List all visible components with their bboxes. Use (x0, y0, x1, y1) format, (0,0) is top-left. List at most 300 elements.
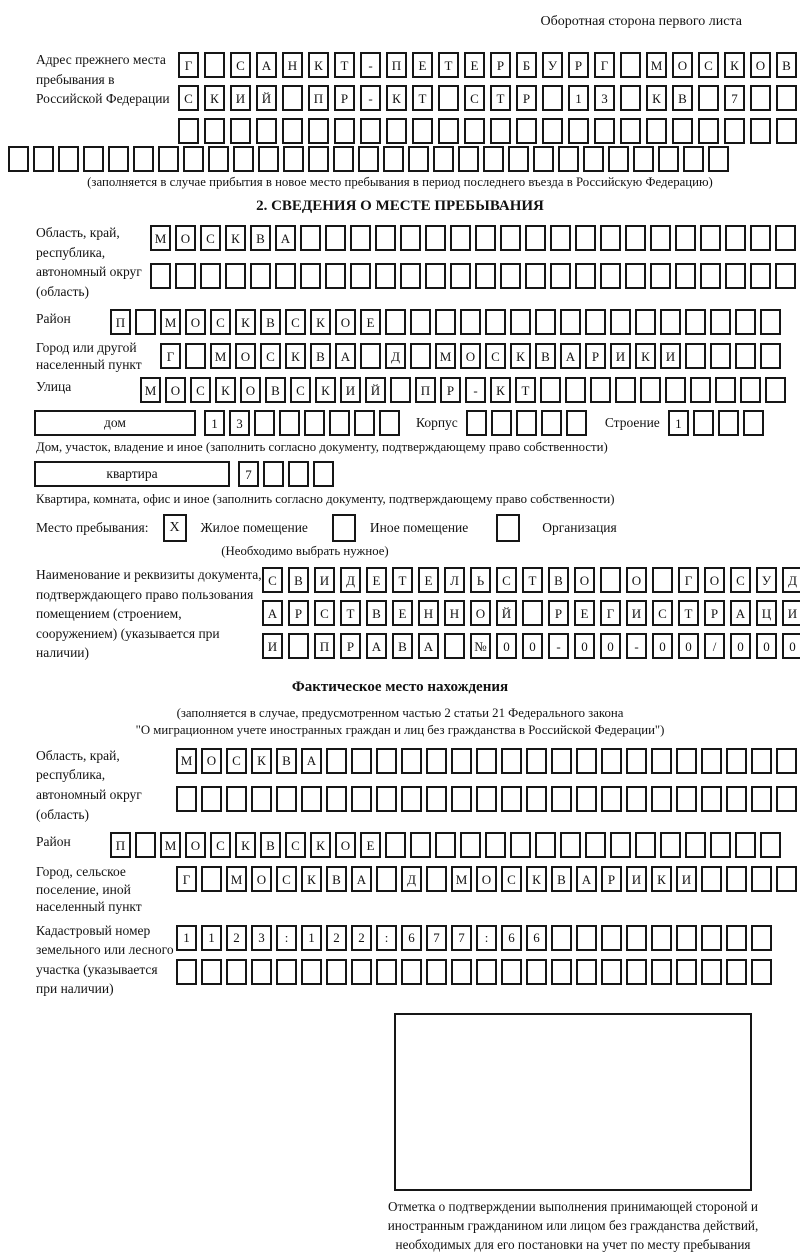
char-box[interactable] (516, 410, 537, 436)
char-box[interactable] (282, 118, 303, 144)
char-box[interactable] (601, 748, 622, 774)
char-box[interactable]: У (756, 567, 777, 593)
char-box[interactable]: 0 (496, 633, 517, 659)
char-box[interactable]: С (698, 52, 719, 78)
char-box[interactable] (685, 309, 706, 335)
char-box[interactable] (576, 786, 597, 812)
char-box[interactable] (676, 748, 697, 774)
char-box[interactable] (620, 52, 641, 78)
char-box[interactable]: О (165, 377, 186, 403)
char-box[interactable]: В (288, 567, 309, 593)
char-box[interactable]: 7 (724, 85, 745, 111)
char-box[interactable]: Г (178, 52, 199, 78)
char-box[interactable] (351, 786, 372, 812)
char-box[interactable] (751, 959, 772, 985)
char-box[interactable]: С (285, 832, 306, 858)
char-box[interactable]: 0 (730, 633, 751, 659)
char-box[interactable]: С (190, 377, 211, 403)
char-box[interactable]: К (235, 309, 256, 335)
char-box[interactable]: М (176, 748, 197, 774)
char-box[interactable] (743, 410, 764, 436)
char-box[interactable] (476, 748, 497, 774)
char-box[interactable]: А (366, 633, 387, 659)
char-box[interactable]: К (310, 832, 331, 858)
char-box[interactable]: Д (782, 567, 800, 593)
char-box[interactable] (610, 832, 631, 858)
char-box[interactable]: 1 (204, 410, 225, 436)
char-box[interactable] (325, 225, 346, 251)
char-box[interactable] (776, 786, 797, 812)
char-box[interactable]: В (310, 343, 331, 369)
char-box[interactable] (726, 786, 747, 812)
char-box[interactable]: М (210, 343, 231, 369)
char-box[interactable] (158, 146, 179, 172)
char-box[interactable]: О (201, 748, 222, 774)
char-box[interactable] (375, 263, 396, 289)
char-box[interactable] (558, 146, 579, 172)
char-box[interactable] (251, 959, 272, 985)
char-box[interactable] (516, 118, 537, 144)
checkbox-organizaciya[interactable] (496, 514, 520, 542)
char-box[interactable] (601, 925, 622, 951)
char-box[interactable] (751, 748, 772, 774)
char-box[interactable] (435, 832, 456, 858)
char-box[interactable]: К (635, 343, 656, 369)
char-box[interactable] (551, 786, 572, 812)
checkbox-zhiloe[interactable]: X (163, 514, 187, 542)
char-box[interactable] (58, 146, 79, 172)
char-box[interactable]: У (542, 52, 563, 78)
char-box[interactable]: А (275, 225, 296, 251)
char-box[interactable] (541, 410, 562, 436)
char-box[interactable]: К (285, 343, 306, 369)
char-box[interactable]: И (314, 567, 335, 593)
char-box[interactable]: П (308, 85, 329, 111)
char-box[interactable] (715, 377, 736, 403)
char-box[interactable] (276, 959, 297, 985)
char-box[interactable] (276, 786, 297, 812)
checkbox-inoe[interactable] (332, 514, 356, 542)
char-box[interactable] (135, 309, 156, 335)
char-box[interactable] (350, 225, 371, 251)
char-box[interactable]: Е (366, 567, 387, 593)
char-box[interactable] (625, 225, 646, 251)
char-box[interactable] (475, 225, 496, 251)
char-box[interactable]: О (704, 567, 725, 593)
char-box[interactable] (379, 410, 400, 436)
char-box[interactable] (133, 146, 154, 172)
char-box[interactable]: 3 (251, 925, 272, 951)
char-box[interactable] (450, 225, 471, 251)
char-box[interactable]: 7 (451, 925, 472, 951)
char-box[interactable] (726, 959, 747, 985)
char-box[interactable] (150, 263, 171, 289)
char-box[interactable] (676, 959, 697, 985)
char-box[interactable]: В (548, 567, 569, 593)
char-box[interactable] (660, 309, 681, 335)
char-box[interactable] (672, 118, 693, 144)
char-box[interactable]: И (626, 600, 647, 626)
char-box[interactable] (550, 225, 571, 251)
char-box[interactable]: - (548, 633, 569, 659)
char-box[interactable] (385, 832, 406, 858)
char-box[interactable]: Т (392, 567, 413, 593)
char-box[interactable]: Г (600, 600, 621, 626)
char-box[interactable] (426, 748, 447, 774)
char-box[interactable] (300, 225, 321, 251)
char-box[interactable] (376, 866, 397, 892)
char-box[interactable]: О (750, 52, 771, 78)
char-box[interactable]: С (501, 866, 522, 892)
char-box[interactable]: Е (360, 832, 381, 858)
char-box[interactable]: 0 (522, 633, 543, 659)
char-box[interactable]: Р (288, 600, 309, 626)
char-box[interactable]: К (235, 832, 256, 858)
char-box[interactable]: А (262, 600, 283, 626)
char-box[interactable] (460, 832, 481, 858)
char-box[interactable] (476, 959, 497, 985)
char-box[interactable] (204, 52, 225, 78)
char-box[interactable] (651, 925, 672, 951)
char-box[interactable] (620, 85, 641, 111)
char-box[interactable] (660, 832, 681, 858)
char-box[interactable] (560, 309, 581, 335)
char-box[interactable] (400, 225, 421, 251)
char-box[interactable] (652, 567, 673, 593)
char-box[interactable] (542, 118, 563, 144)
char-box[interactable] (700, 225, 721, 251)
char-box[interactable] (651, 786, 672, 812)
char-box[interactable] (185, 343, 206, 369)
char-box[interactable]: 6 (401, 925, 422, 951)
char-box[interactable]: А (418, 633, 439, 659)
char-box[interactable] (635, 309, 656, 335)
char-box[interactable]: 2 (226, 925, 247, 951)
char-box[interactable]: А (576, 866, 597, 892)
char-box[interactable] (176, 786, 197, 812)
char-box[interactable] (275, 263, 296, 289)
char-box[interactable] (693, 410, 714, 436)
char-box[interactable] (575, 225, 596, 251)
char-box[interactable] (500, 225, 521, 251)
char-box[interactable]: Р (340, 633, 361, 659)
char-box[interactable] (676, 786, 697, 812)
char-box[interactable] (710, 343, 731, 369)
char-box[interactable] (375, 225, 396, 251)
char-box[interactable] (401, 959, 422, 985)
char-box[interactable]: И (230, 85, 251, 111)
char-box[interactable] (400, 263, 421, 289)
char-box[interactable] (410, 343, 431, 369)
char-box[interactable]: Д (340, 567, 361, 593)
char-box[interactable] (475, 263, 496, 289)
char-box[interactable] (525, 225, 546, 251)
char-box[interactable] (620, 118, 641, 144)
char-box[interactable] (750, 118, 771, 144)
char-box[interactable]: О (476, 866, 497, 892)
char-box[interactable]: С (226, 748, 247, 774)
char-box[interactable] (526, 786, 547, 812)
char-box[interactable] (701, 748, 722, 774)
char-box[interactable]: С (276, 866, 297, 892)
char-box[interactable]: 0 (782, 633, 800, 659)
char-box[interactable] (725, 263, 746, 289)
char-box[interactable] (438, 118, 459, 144)
char-box[interactable]: 1 (201, 925, 222, 951)
char-box[interactable]: М (451, 866, 472, 892)
char-box[interactable]: : (276, 925, 297, 951)
char-box[interactable] (438, 85, 459, 111)
char-box[interactable] (542, 85, 563, 111)
char-box[interactable] (230, 118, 251, 144)
char-box[interactable] (760, 343, 781, 369)
char-box[interactable]: Р (548, 600, 569, 626)
char-box[interactable] (650, 225, 671, 251)
char-box[interactable] (535, 832, 556, 858)
char-box[interactable] (8, 146, 29, 172)
char-box[interactable] (326, 786, 347, 812)
char-box[interactable] (646, 118, 667, 144)
char-box[interactable] (576, 925, 597, 951)
char-box[interactable]: Р (585, 343, 606, 369)
char-box[interactable] (451, 748, 472, 774)
char-box[interactable]: К (526, 866, 547, 892)
char-box[interactable] (204, 118, 225, 144)
char-box[interactable] (560, 832, 581, 858)
char-box[interactable] (615, 377, 636, 403)
char-box[interactable] (460, 309, 481, 335)
char-box[interactable]: 6 (526, 925, 547, 951)
char-box[interactable] (583, 146, 604, 172)
char-box[interactable] (351, 748, 372, 774)
char-box[interactable] (751, 925, 772, 951)
char-box[interactable] (740, 377, 761, 403)
char-box[interactable] (626, 748, 647, 774)
char-box[interactable] (550, 263, 571, 289)
char-box[interactable] (526, 748, 547, 774)
char-box[interactable] (525, 263, 546, 289)
char-box[interactable]: - (465, 377, 486, 403)
char-box[interactable] (250, 263, 271, 289)
char-box[interactable] (410, 832, 431, 858)
char-box[interactable] (501, 786, 522, 812)
char-box[interactable] (401, 786, 422, 812)
char-box[interactable]: 1 (668, 410, 689, 436)
char-box[interactable] (33, 146, 54, 172)
char-box[interactable] (301, 786, 322, 812)
char-box[interactable]: Р (601, 866, 622, 892)
char-box[interactable] (288, 461, 309, 487)
char-box[interactable]: Т (438, 52, 459, 78)
char-box[interactable]: - (626, 633, 647, 659)
char-box[interactable] (726, 748, 747, 774)
char-box[interactable]: : (476, 925, 497, 951)
char-box[interactable] (700, 263, 721, 289)
char-box[interactable]: О (460, 343, 481, 369)
char-box[interactable] (233, 146, 254, 172)
char-box[interactable] (386, 118, 407, 144)
char-box[interactable] (326, 748, 347, 774)
char-box[interactable] (533, 146, 554, 172)
char-box[interactable] (750, 225, 771, 251)
char-box[interactable]: К (308, 52, 329, 78)
char-box[interactable]: О (672, 52, 693, 78)
char-box[interactable]: Е (392, 600, 413, 626)
char-box[interactable] (183, 146, 204, 172)
char-box[interactable] (360, 343, 381, 369)
char-box[interactable] (508, 146, 529, 172)
char-box[interactable]: С (260, 343, 281, 369)
char-box[interactable]: М (160, 832, 181, 858)
char-box[interactable] (526, 959, 547, 985)
char-box[interactable] (483, 146, 504, 172)
char-box[interactable] (776, 118, 797, 144)
char-box[interactable]: Т (678, 600, 699, 626)
char-box[interactable]: 7 (426, 925, 447, 951)
char-box[interactable]: Е (360, 309, 381, 335)
char-box[interactable]: И (660, 343, 681, 369)
char-box[interactable]: 2 (351, 925, 372, 951)
char-box[interactable]: / (704, 633, 725, 659)
char-box[interactable]: О (240, 377, 261, 403)
char-box[interactable] (600, 567, 621, 593)
char-box[interactable] (698, 85, 719, 111)
char-box[interactable] (726, 925, 747, 951)
char-box[interactable]: Р (490, 52, 511, 78)
char-box[interactable] (390, 377, 411, 403)
char-box[interactable]: В (326, 866, 347, 892)
char-box[interactable]: К (225, 225, 246, 251)
char-box[interactable]: М (150, 225, 171, 251)
char-box[interactable] (433, 146, 454, 172)
char-box[interactable] (426, 959, 447, 985)
char-box[interactable]: С (285, 309, 306, 335)
char-box[interactable] (675, 225, 696, 251)
char-box[interactable]: Н (418, 600, 439, 626)
char-box[interactable] (426, 866, 447, 892)
char-box[interactable] (208, 146, 229, 172)
char-box[interactable] (735, 832, 756, 858)
char-box[interactable]: Т (490, 85, 511, 111)
char-box[interactable] (775, 225, 796, 251)
char-box[interactable]: С (314, 600, 335, 626)
char-box[interactable]: К (490, 377, 511, 403)
char-box[interactable] (354, 410, 375, 436)
char-box[interactable] (308, 146, 329, 172)
char-box[interactable]: В (392, 633, 413, 659)
char-box[interactable]: Г (160, 343, 181, 369)
char-box[interactable] (200, 263, 221, 289)
char-box[interactable]: Д (401, 866, 422, 892)
char-box[interactable] (725, 225, 746, 251)
char-box[interactable]: С (178, 85, 199, 111)
char-box[interactable] (258, 146, 279, 172)
char-box[interactable]: Т (334, 52, 355, 78)
char-box[interactable] (476, 786, 497, 812)
char-box[interactable]: - (360, 85, 381, 111)
char-box[interactable]: В (776, 52, 797, 78)
char-box[interactable] (360, 118, 381, 144)
char-box[interactable]: 2 (326, 925, 347, 951)
char-box[interactable]: И (610, 343, 631, 369)
char-box[interactable]: А (335, 343, 356, 369)
char-box[interactable]: Й (256, 85, 277, 111)
char-box[interactable] (751, 866, 772, 892)
char-box[interactable]: А (351, 866, 372, 892)
char-box[interactable] (333, 146, 354, 172)
char-box[interactable] (410, 309, 431, 335)
char-box[interactable] (651, 748, 672, 774)
char-box[interactable] (510, 309, 531, 335)
char-box[interactable] (500, 263, 521, 289)
char-box[interactable] (551, 925, 572, 951)
char-box[interactable] (590, 377, 611, 403)
char-box[interactable]: О (574, 567, 595, 593)
char-box[interactable]: Б (516, 52, 537, 78)
char-box[interactable] (376, 959, 397, 985)
char-box[interactable]: К (386, 85, 407, 111)
char-box[interactable] (501, 959, 522, 985)
char-box[interactable]: М (226, 866, 247, 892)
char-box[interactable] (698, 118, 719, 144)
char-box[interactable] (585, 309, 606, 335)
char-box[interactable] (358, 146, 379, 172)
char-box[interactable] (701, 866, 722, 892)
char-box[interactable]: : (376, 925, 397, 951)
char-box[interactable] (329, 410, 350, 436)
char-box[interactable]: П (110, 832, 131, 858)
char-box[interactable] (376, 786, 397, 812)
char-box[interactable] (279, 410, 300, 436)
char-box[interactable] (701, 925, 722, 951)
char-box[interactable] (601, 786, 622, 812)
char-box[interactable] (201, 786, 222, 812)
char-box[interactable] (201, 866, 222, 892)
char-box[interactable]: И (782, 600, 800, 626)
char-box[interactable] (608, 146, 629, 172)
char-box[interactable] (490, 118, 511, 144)
char-box[interactable]: М (160, 309, 181, 335)
char-box[interactable]: Л (444, 567, 465, 593)
char-box[interactable] (501, 748, 522, 774)
char-box[interactable]: П (415, 377, 436, 403)
char-box[interactable]: 1 (568, 85, 589, 111)
char-box[interactable] (651, 959, 672, 985)
char-box[interactable]: О (185, 832, 206, 858)
char-box[interactable] (710, 309, 731, 335)
char-box[interactable] (750, 263, 771, 289)
char-box[interactable] (254, 410, 275, 436)
char-box[interactable]: Ь (470, 567, 491, 593)
char-box[interactable] (665, 377, 686, 403)
char-box[interactable]: М (646, 52, 667, 78)
char-box[interactable] (412, 118, 433, 144)
char-box[interactable]: О (470, 600, 491, 626)
char-box[interactable] (135, 832, 156, 858)
char-box[interactable]: В (260, 309, 281, 335)
char-box[interactable]: И (340, 377, 361, 403)
char-box[interactable] (334, 118, 355, 144)
char-box[interactable]: К (215, 377, 236, 403)
char-box[interactable]: Т (515, 377, 536, 403)
char-box[interactable] (376, 748, 397, 774)
char-box[interactable] (683, 146, 704, 172)
char-box[interactable] (426, 786, 447, 812)
char-box[interactable] (491, 410, 512, 436)
char-box[interactable] (263, 461, 284, 487)
char-box[interactable] (466, 410, 487, 436)
char-box[interactable] (675, 263, 696, 289)
